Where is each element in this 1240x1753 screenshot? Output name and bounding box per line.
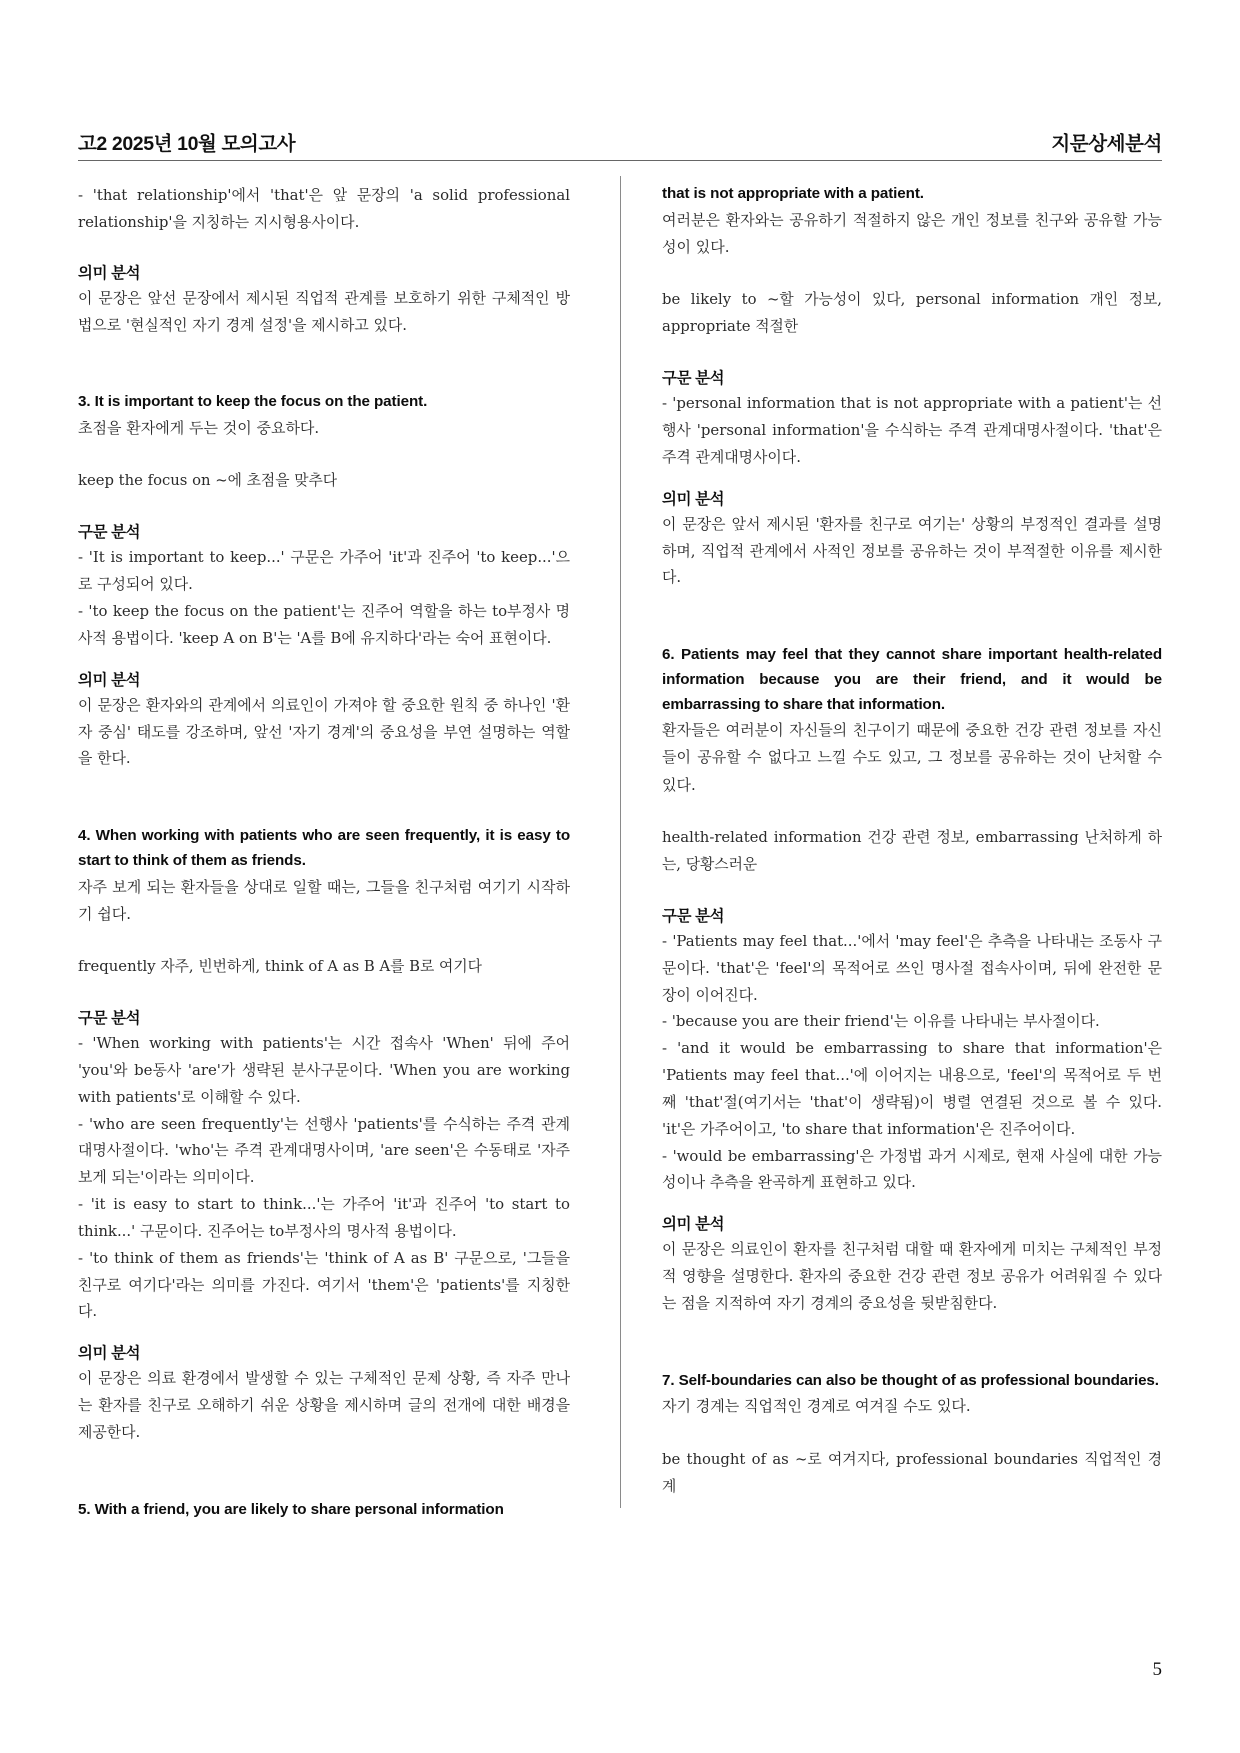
spacer <box>78 236 570 262</box>
item4-vocabulary: frequently 자주, 빈번하게, think of A as B A를 B로 여기다 <box>78 958 482 976</box>
item6-gumun-bullet: - 'because you are their friend'는 이유를 나타내는 부사절이다. <box>662 1012 1100 1031</box>
spacer <box>78 1446 570 1498</box>
carryover-uimi-body: 이 문장은 앞선 문장에서 제시된 직업적 관계를 보호하기 위한 구체적인 방법으로 '현실적인 자기 경계 설정'을 제시하고 있다. <box>78 288 570 334</box>
header-exam-title: 고2 2025년 10월 모의고사 <box>78 133 296 155</box>
item5-korean-translation: 여러분은 환자와는 공유하기 적절하지 않은 개인 정보를 친구와 공유할 가능성이 있다. <box>662 210 1162 256</box>
item7-korean-translation: 자기 경계는 직업적인 경계로 여겨질 수도 있다. <box>662 1397 971 1416</box>
item6-english-sentence: 6. Patients may feel that they cannot share important health-related information because you are their friend, and it would be embarrassing to share that information. <box>662 646 1162 713</box>
section-heading-uimi: 의미 분석 <box>78 1345 141 1363</box>
item4-uimi-body: 이 문장은 의료 환경에서 발생할 수 있는 구체적인 문제 상황, 즉 자주 만나는 환자를 친구로 오해하기 쉬운 상황을 제시하며 글의 전개에 대한 배경을 제공한다. <box>78 1369 570 1442</box>
item5-english-sentence-part2: that is not appropriate with a patient. <box>662 185 924 202</box>
spacer <box>662 1317 1162 1369</box>
section-heading-uimi: 의미 분석 <box>662 490 725 508</box>
item3-english-sentence: 3. It is important to keep the focus on the patient. <box>78 393 428 411</box>
item3-gumun-bullet: - 'to keep the focus on the patient'는 진주어 역할을 하는 to부정사 명사적 용법이다. 'keep A on B'는 'A를 B에 유지하다'라는 숙어 표현이다. <box>78 602 570 647</box>
item3-gumun-bullet: - 'It is important to keep...' 구문은 가주어 'it'과 진주어 'to keep...'으로 구성되어 있다. <box>78 548 570 594</box>
spacer <box>78 652 570 669</box>
page-number: 5 <box>1152 1659 1162 1680</box>
spacer <box>662 261 1162 287</box>
item4-gumun-bullet: - 'When working with patients'는 시간 접속사 'When' 뒤에 주어 'you'와 be동사 'are'가 생략된 분사구문이다. 'When you are working with patients'로 이해할 수 있다. <box>78 1034 570 1106</box>
item6-gumun-bullet: - 'would be embarrassing'은 가정법 과거 시제로, 현재 사실에 대한 가능성이나 추측을 완곡하게 표현하고 있다. <box>662 1146 1162 1192</box>
spacer <box>78 772 570 824</box>
item5-vocabulary: be likely to ~할 가능성이 있다, personal information 개인 정보, appropriate 적절한 <box>662 291 1162 336</box>
item6-vocabulary: health-related information 건강 관련 정보, embarrassing 난처하게 하는, 당황스러운 <box>662 829 1162 873</box>
section-heading-uimi: 의미 분석 <box>78 264 141 282</box>
item4-english-sentence: 4. When working with patients who are seen frequently, it is easy to start to think of them as friends. <box>78 827 570 869</box>
item5-gumun-bullet: - 'personal information that is not appropriate with a patient'는 선행사 'personal information'을 수식하는 주격 관계대명사절이다. 'that'은 주격 관계대명사이다. <box>662 394 1162 466</box>
item7-english-sentence: 7. Self-boundaries can also be thought of as professional boundaries. <box>662 1371 1159 1389</box>
item4-gumun-bullet: - 'it is easy to start to think...'는 가주어 'it'과 진주어 'to start to think...' 구문이다. 진주어는 to부정사의 명사적 용법이다. <box>78 1195 570 1240</box>
item6-gumun-bullet: - 'Patients may feel that...'에서 'may feel'은 추측을 나타내는 조동사 구문이다. 'that'은 'feel'의 목적어로 쓰인 명사절 접속사이며, 뒤에 완전한 문장이 이어진다. <box>662 931 1162 1004</box>
item5-english-sentence-part1: 5. With a friend, you are likely to share personal information <box>78 1500 504 1518</box>
item6-gumun-bullet: - 'and it would be embarrassing to share that information'은 'Patients may feel that...'에 이어지는 내용으로, 'feel'의 목적어로 두 번째 'that'절(여기서는 'that'이 생략됨)이 병렬 연결된 것으로 볼 수 있다. 'it'은 가주어이고, 'to share that information'은 진주어이다. <box>662 1039 1162 1138</box>
spacer <box>78 928 570 954</box>
section-heading-uimi: 의미 분석 <box>662 1216 725 1234</box>
spacer <box>662 799 1162 825</box>
header-section-label: 지문상세분석 <box>1051 133 1162 155</box>
page-header <box>78 128 1162 156</box>
spacer <box>78 495 570 521</box>
spacer <box>78 442 570 468</box>
item3-uimi-body: 이 문장은 환자와의 관계에서 의료인이 가져야 할 중요한 원칙 중 하나인 '환자 중심' 태도를 강조하며, 앞선 '자기 경계'의 중요성을 부연 설명하는 역할을 한다. <box>78 695 570 768</box>
spacer <box>78 338 570 390</box>
spacer <box>662 1196 1162 1213</box>
section-heading-uimi: 의미 분석 <box>78 671 141 689</box>
item4-gumun-bullet: - 'to think of them as friends'는 'think of A as B' 구문으로, '그들을 친구로 여기다'라는 의미를 가진다. 여기서 'them'은 'patients'를 지칭한다. <box>78 1248 570 1321</box>
item7-vocabulary: be thought of as ~로 여겨지다, professional boundaries 직업적인 경계 <box>662 1450 1162 1495</box>
two-column-body <box>78 182 1162 1522</box>
item5-uimi-body: 이 문장은 앞서 제시된 '환자를 친구로 여기는' 상황의 부정적인 결과를 설명하며, 직업적 관계에서 사적인 정보를 공유하는 것이 부적절한 이유를 제시한다. <box>662 514 1162 587</box>
section-heading-gumun: 구문 분석 <box>78 1010 141 1028</box>
header-divider-rule <box>78 160 1162 161</box>
spacer <box>662 591 1162 643</box>
spacer <box>662 471 1162 488</box>
item6-korean-translation: 환자들은 여러분이 자신들의 친구이기 때문에 중요한 건강 관련 정보를 자신들이 공유할 수 없다고 느낄 수도 있고, 그 정보를 공유하는 것이 난처할 수 있다. <box>662 721 1162 794</box>
spacer <box>78 1325 570 1342</box>
spacer <box>78 981 570 1007</box>
carryover-gumun-bullet: - 'that relationship'에서 'that'은 앞 문장의 'a solid professional relationship'을 지칭하는 지시형용사이다. <box>78 186 570 231</box>
item4-korean-translation: 자주 보게 되는 환자들을 상대로 일할 때는, 그들을 친구처럼 여기기 시작하기 쉽다. <box>78 877 570 923</box>
item3-vocabulary: keep the focus on ~에 초점을 맞추다 <box>78 472 338 490</box>
item4-gumun-bullet: - 'who are seen frequently'는 선행사 'patients'를 수식하는 주격 관계대명사절이다. 'who'는 주격 관계대명사이며, 'are seen'은 수동태로 '자주 보게 되는'이라는 의미이다. <box>78 1114 570 1187</box>
section-heading-gumun: 구문 분석 <box>662 370 725 388</box>
spacer <box>662 879 1162 905</box>
section-heading-gumun: 구문 분석 <box>78 524 141 542</box>
spacer <box>662 1421 1162 1447</box>
right-column <box>662 182 1162 1522</box>
section-heading-gumun: 구문 분석 <box>662 907 725 925</box>
left-column <box>78 182 578 1522</box>
item3-korean-translation: 초점을 환자에게 두는 것이 중요하다. <box>78 419 320 438</box>
spacer <box>662 341 1162 367</box>
item6-uimi-body: 이 문장은 의료인이 환자를 친구처럼 대할 때 환자에게 미치는 구체적인 부정적 영향을 설명한다. 환자의 중요한 건강 관련 정보 공유가 어려워질 수 있다는 점을 지적하여 자기 경계의 중요성을 뒷받침한다. <box>662 1240 1162 1313</box>
